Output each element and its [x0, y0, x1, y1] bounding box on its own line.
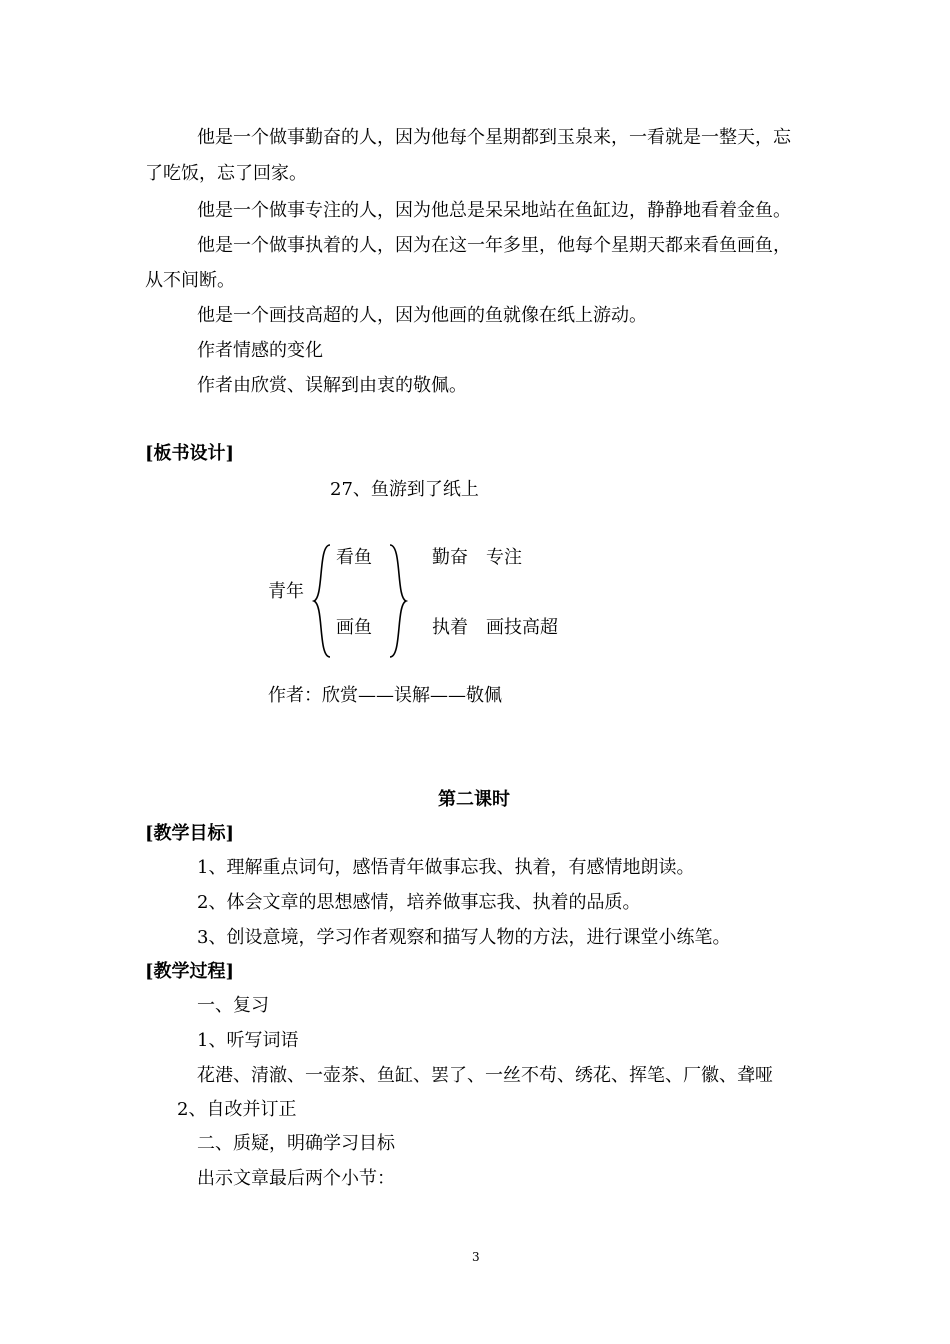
paragraph-line: 作者情感的变化: [197, 340, 323, 361]
process-item: 2、自改并订正: [177, 1099, 297, 1120]
paragraph-line: 他是一个做事专注的人，因为他总是呆呆地站在鱼缸边，静静地看着金鱼。: [197, 200, 791, 221]
paragraph-line: 作者由欣赏、误解到由衷的敬佩。: [197, 375, 467, 396]
lesson-title: 第二课时: [438, 789, 510, 810]
board-row1-traits: 勤奋 专注: [432, 547, 522, 568]
board-row1-action: 看鱼: [336, 547, 372, 568]
board-author-line: 作者：欣赏——误解——敬佩: [268, 685, 502, 706]
paragraph-line: 他是一个画技高超的人，因为他画的鱼就像在纸上游动。: [197, 305, 647, 326]
board-heading: [板书设计]: [145, 443, 235, 464]
process-item: 一、复习: [197, 995, 269, 1016]
goals-heading: [教学目标]: [145, 823, 235, 844]
process-heading: [教学过程]: [145, 961, 235, 982]
process-item: 1、听写词语: [197, 1030, 299, 1051]
left-brace-icon: [312, 543, 332, 661]
board-title: 27、鱼游到了纸上: [330, 479, 479, 500]
process-item: 二、质疑，明确学习目标: [197, 1133, 395, 1154]
process-item: 花港、清澈、一壶茶、鱼缸、罢了、一丝不苟、绣花、挥笔、厂徽、聋哑: [197, 1065, 773, 1086]
board-row2-traits: 执着 画技高超: [432, 617, 558, 638]
process-item: 出示文章最后两个小节：: [197, 1168, 395, 1189]
paragraph-line: 他是一个做事勤奋的人，因为他每个星期都到玉泉来，一看就是一整天，忘: [197, 127, 791, 148]
goal-item: 3、创设意境，学习作者观察和描写人物的方法，进行课堂小练笔。: [197, 927, 731, 948]
paragraph-line: 从不间断。: [145, 270, 235, 291]
paragraph-line: 他是一个做事执着的人，因为在这一年多里，他每个星期天都来看鱼画鱼，: [197, 235, 791, 256]
goal-item: 1、理解重点词句，感悟青年做事忘我、执着，有感情地朗读。: [197, 857, 695, 878]
board-row2-action: 画鱼: [336, 617, 372, 638]
board-subject: 青年: [268, 581, 304, 602]
right-brace-icon: [388, 543, 408, 661]
goal-item: 2、体会文章的思想感情，培养做事忘我、执着的品质。: [197, 892, 641, 913]
page-number: 3: [472, 1250, 480, 1264]
paragraph-line: 了吃饭，忘了回家。: [145, 163, 307, 184]
